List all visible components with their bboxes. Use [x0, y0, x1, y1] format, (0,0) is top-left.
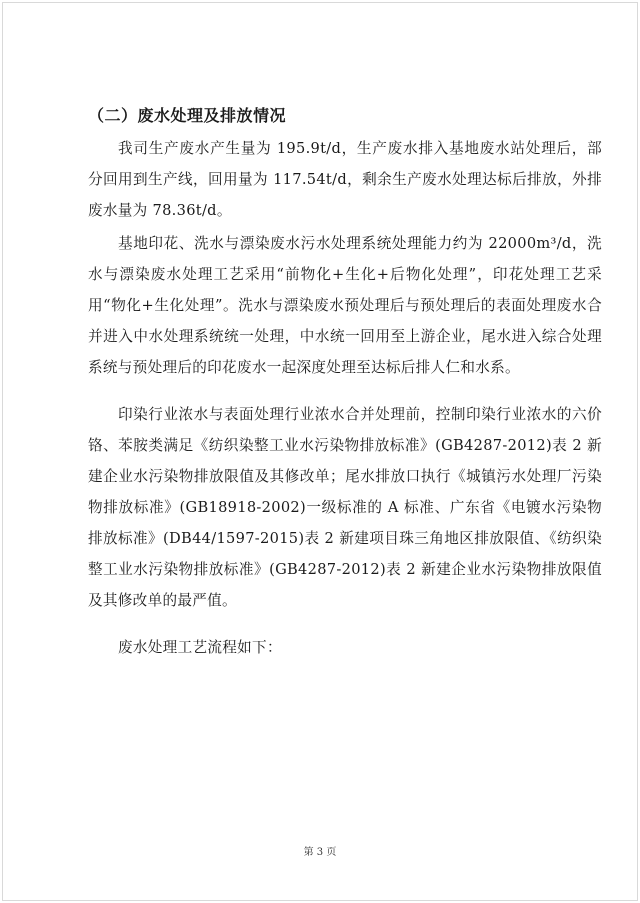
paragraph-flow-intro: 废水处理工艺流程如下： [118, 639, 282, 656]
section-heading: （二）废水处理及排放情况 [88, 106, 287, 125]
page-number: 第 3 页 [303, 847, 337, 858]
paragraph-treatment-process: 基地印花、洗水与漂染废水污水处理系统处理能力约为 22000m³/d，洗水与漂染废水处理工艺采用“前物化+生化+后物化处理”，印花处理工艺采用“物化+生化处理”。洗水与漂染废水预处理后与预处理后的表面处理废水合并进入中水处理系统统一处理，中水统一回用至上游企业，尾水进入综合处理系统与预处理后的印花废水一起深度处理至达标后排人仁和水系。 [88, 235, 602, 376]
paragraph-wastewater-volume: 我司生产废水产生量为 195.9t/d，生产废水排入基地废水站处理后，部分回用到生产线，回用量为 117.54t/d，剩余生产废水处理达标后排放，外排废水量为 78.36t/d。 [88, 140, 602, 219]
paragraph-discharge-standards: 印染行业浓水与表面处理行业浓水合并处理前，控制印染行业浓水的六价铬、苯胺类满足《纺织染整工业水污染物排放标准》(GB4287-2012)表 2 新建企业水污染物排放限值及其修改单；尾水排放口执行《城镇污水处理厂污染物排放标准》(GB18918-2002)一级标准的 A 标准、广东省《电镀水污染物排放标准》(DB44/1597-2015)表 2 新建项目珠三角地区排放限值、《纺织染整工业水污染物排放标准》(GB4287-2012)表 2 新建企业水污染物排放限值及其修改单的最严值。 [88, 406, 602, 609]
